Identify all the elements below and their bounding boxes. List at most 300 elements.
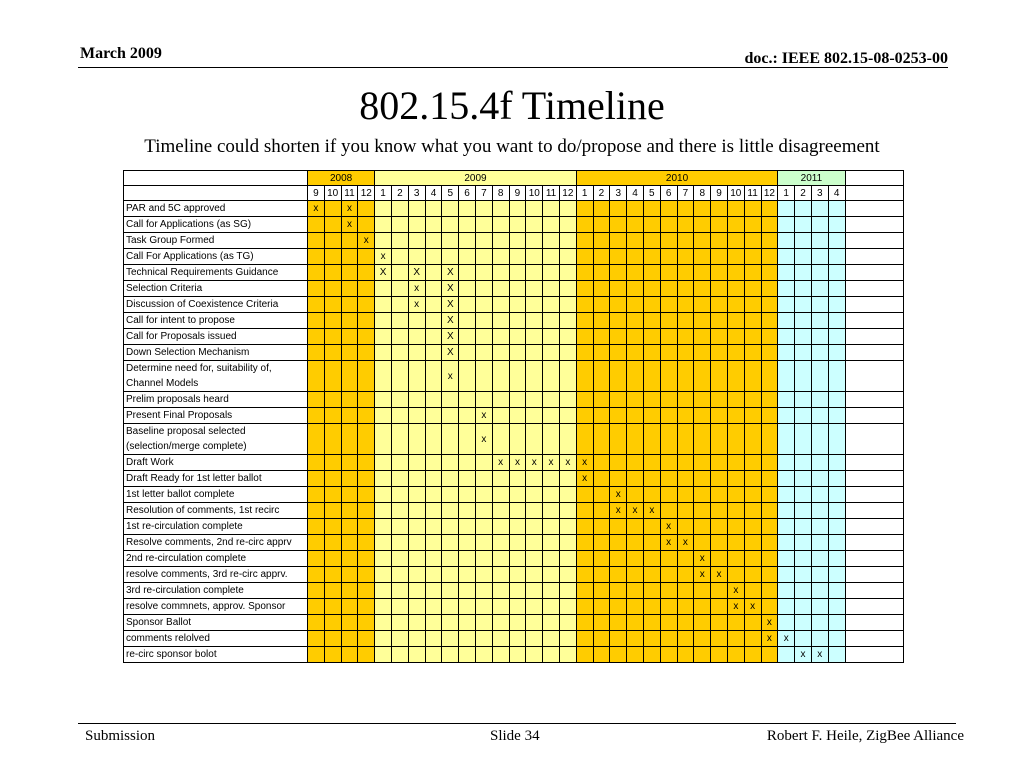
timeline-cell: [811, 551, 828, 567]
timeline-cell: [459, 535, 476, 551]
month-header: 10: [526, 186, 543, 201]
timeline-cell: [375, 631, 392, 647]
timeline-cell: [593, 345, 610, 361]
timeline-cell: [828, 583, 845, 599]
timeline-mark: x: [627, 503, 644, 519]
timeline-cell: [442, 567, 459, 583]
timeline-cell: [324, 217, 341, 233]
blank-cell: [845, 487, 903, 503]
timeline-cell: [778, 313, 795, 329]
timeline-mark: x: [811, 647, 828, 663]
timeline-cell: [795, 471, 812, 487]
timeline-cell: [643, 487, 660, 503]
timeline-cell: [643, 631, 660, 647]
blank-cell: [845, 599, 903, 615]
timeline-cell: [576, 424, 593, 455]
task-row: [124, 345, 904, 361]
timeline-cell: [627, 249, 644, 265]
task-row: [124, 615, 904, 631]
timeline-cell: [442, 583, 459, 599]
timeline-cell: [475, 551, 492, 567]
timeline-cell: [391, 265, 408, 281]
timeline-cell: [308, 297, 325, 313]
timeline-cell: [610, 615, 627, 631]
timeline-mark: x: [694, 551, 711, 567]
timeline-cell: [459, 313, 476, 329]
timeline-cell: [811, 281, 828, 297]
timeline-cell: [694, 599, 711, 615]
timeline-mark: x: [744, 599, 761, 615]
timeline-mark: X: [442, 345, 459, 361]
timeline-cell: [694, 535, 711, 551]
timeline-cell: [324, 631, 341, 647]
timeline-cell: [391, 503, 408, 519]
timeline-cell: [778, 329, 795, 345]
timeline-cell: [358, 599, 375, 615]
timeline-mark: X: [375, 265, 392, 281]
timeline-cell: [610, 599, 627, 615]
timeline-cell: [643, 345, 660, 361]
timeline-cell: [391, 455, 408, 471]
timeline-cell: [795, 519, 812, 535]
timeline-cell: [308, 503, 325, 519]
timeline-cell: [744, 535, 761, 551]
timeline-cell: [761, 281, 778, 297]
timeline-cell: [459, 615, 476, 631]
timeline-cell: [375, 535, 392, 551]
timeline-cell: [324, 567, 341, 583]
timeline-cell: [408, 503, 425, 519]
timeline-cell: [711, 647, 728, 663]
task-row: [124, 471, 904, 487]
task-name: Draft Work: [124, 455, 308, 471]
timeline-cell: [475, 599, 492, 615]
task-row: [124, 201, 904, 217]
timeline-mark: X: [442, 265, 459, 281]
timeline-cell: [660, 201, 677, 217]
timeline-cell: [543, 487, 560, 503]
timeline-cell: [543, 599, 560, 615]
timeline-mark: x: [795, 647, 812, 663]
header-doc-id: doc.: IEEE 802.15-08-0253-00: [744, 50, 948, 67]
timeline-cell: [744, 583, 761, 599]
timeline-cell: [744, 631, 761, 647]
timeline-cell: [828, 281, 845, 297]
timeline-cell: [425, 217, 442, 233]
timeline-cell: [576, 535, 593, 551]
timeline-cell: [526, 647, 543, 663]
timeline-cell: [761, 249, 778, 265]
timeline-cell: [341, 297, 358, 313]
timeline-cell: [778, 361, 795, 392]
task-name: Resolve comments, 2nd re-circ apprv: [124, 535, 308, 551]
timeline-cell: [694, 631, 711, 647]
task-row: [124, 535, 904, 551]
month-header: 9: [308, 186, 325, 201]
task-row: [124, 408, 904, 424]
task-name: resolve comments, 3rd re-circ apprv.: [124, 567, 308, 583]
timeline-cell: [341, 233, 358, 249]
timeline-cell: [425, 471, 442, 487]
timeline-cell: [593, 551, 610, 567]
timeline-cell: [408, 424, 425, 455]
timeline-cell: [391, 233, 408, 249]
timeline-cell: [308, 392, 325, 408]
timeline-cell: [811, 424, 828, 455]
timeline-cell: [358, 455, 375, 471]
timeline-cell: [475, 615, 492, 631]
task-name: PAR and 5C approved: [124, 201, 308, 217]
timeline-cell: [795, 599, 812, 615]
timeline-cell: [677, 487, 694, 503]
timeline-cell: [408, 647, 425, 663]
timeline-cell: [509, 408, 526, 424]
timeline-cell: [442, 471, 459, 487]
timeline-cell: [694, 487, 711, 503]
timeline-mark: x: [408, 281, 425, 297]
timeline-cell: [593, 503, 610, 519]
timeline-cell: [442, 217, 459, 233]
timeline-cell: [526, 392, 543, 408]
timeline-cell: [391, 519, 408, 535]
timeline-cell: [778, 392, 795, 408]
timeline-cell: [761, 647, 778, 663]
timeline-cell: [610, 519, 627, 535]
timeline-cell: [761, 424, 778, 455]
timeline-cell: [811, 455, 828, 471]
timeline-mark: X: [442, 281, 459, 297]
timeline-cell: [358, 329, 375, 345]
timeline-cell: [442, 201, 459, 217]
timeline-cell: [643, 265, 660, 281]
timeline-cell: [627, 345, 644, 361]
timeline-mark: x: [526, 455, 543, 471]
blank-cell: [845, 567, 903, 583]
timeline-cell: [828, 631, 845, 647]
month-header: 9: [711, 186, 728, 201]
timeline-cell: [308, 281, 325, 297]
timeline-cell: [778, 265, 795, 281]
task-name: Down Selection Mechanism: [124, 345, 308, 361]
timeline-cell: [643, 313, 660, 329]
blank-cell: [845, 535, 903, 551]
timeline-cell: [391, 615, 408, 631]
timeline-cell: [425, 201, 442, 217]
timeline-cell: [509, 519, 526, 535]
timeline-cell: [442, 487, 459, 503]
timeline-cell: [526, 249, 543, 265]
timeline-cell: [324, 408, 341, 424]
timeline-cell: [459, 424, 476, 455]
timeline-cell: [375, 503, 392, 519]
timeline-cell: [408, 487, 425, 503]
month-header: 1: [576, 186, 593, 201]
timeline-cell: [408, 519, 425, 535]
timeline-cell: [711, 345, 728, 361]
timeline-cell: [643, 455, 660, 471]
timeline-cell: [677, 599, 694, 615]
timeline-cell: [627, 567, 644, 583]
timeline-cell: [643, 424, 660, 455]
timeline-mark: X: [442, 297, 459, 313]
blank-cell: [845, 424, 903, 455]
timeline-cell: [509, 424, 526, 455]
timeline-cell: [543, 567, 560, 583]
timeline-cell: [308, 551, 325, 567]
month-header: 10: [324, 186, 341, 201]
timeline-cell: [610, 217, 627, 233]
month-header: 12: [358, 186, 375, 201]
timeline-cell: [492, 551, 509, 567]
timeline-cell: [761, 361, 778, 392]
timeline-cell: [660, 313, 677, 329]
timeline-cell: [459, 519, 476, 535]
timeline-cell: [509, 297, 526, 313]
timeline-cell: [375, 519, 392, 535]
timeline-cell: [324, 329, 341, 345]
timeline-cell: [677, 503, 694, 519]
corner-cell: [124, 186, 308, 201]
timeline-cell: [341, 329, 358, 345]
timeline-cell: [459, 281, 476, 297]
timeline-cell: [828, 233, 845, 249]
timeline-cell: [459, 217, 476, 233]
timeline-cell: [375, 201, 392, 217]
timeline-cell: [509, 551, 526, 567]
timeline-cell: [509, 647, 526, 663]
timeline-mark: x: [358, 233, 375, 249]
timeline-cell: [811, 345, 828, 361]
timeline-cell: [610, 361, 627, 392]
timeline-cell: [425, 249, 442, 265]
timeline-cell: [744, 297, 761, 313]
timeline-cell: [375, 345, 392, 361]
timeline-cell: [593, 471, 610, 487]
timeline-cell: [341, 408, 358, 424]
timeline-cell: [694, 408, 711, 424]
blank-cell: [845, 313, 903, 329]
timeline-mark: x: [677, 535, 694, 551]
timeline-cell: [492, 583, 509, 599]
timeline-cell: [761, 535, 778, 551]
timeline-cell: [358, 631, 375, 647]
task-row: [124, 631, 904, 647]
timeline-cell: [643, 535, 660, 551]
timeline-cell: [660, 233, 677, 249]
timeline-mark: x: [660, 519, 677, 535]
timeline-cell: [610, 345, 627, 361]
timeline-cell: [391, 313, 408, 329]
timeline-cell: [727, 281, 744, 297]
timeline-cell: [761, 408, 778, 424]
blank-cell: [845, 471, 903, 487]
timeline-cell: [593, 408, 610, 424]
timeline-cell: [828, 567, 845, 583]
timeline-cell: [828, 217, 845, 233]
task-row: [124, 329, 904, 345]
timeline-cell: [324, 233, 341, 249]
timeline-cell: [627, 233, 644, 249]
timeline-cell: [744, 265, 761, 281]
timeline-cell: [795, 424, 812, 455]
timeline-mark: x: [341, 201, 358, 217]
timeline-cell: [459, 233, 476, 249]
timeline-cell: [795, 233, 812, 249]
blank-cell: [845, 519, 903, 535]
timeline-cell: [593, 249, 610, 265]
timeline-cell: [391, 297, 408, 313]
timeline-cell: [627, 455, 644, 471]
timeline-cell: [459, 392, 476, 408]
timeline-cell: [358, 583, 375, 599]
timeline-mark: x: [492, 455, 509, 471]
timeline-cell: [711, 281, 728, 297]
timeline-cell: [593, 313, 610, 329]
timeline-cell: [660, 361, 677, 392]
timeline-cell: [324, 392, 341, 408]
timeline-cell: [308, 631, 325, 647]
timeline-cell: [308, 345, 325, 361]
corner-cell: [124, 171, 308, 186]
timeline-cell: [459, 631, 476, 647]
timeline-cell: [526, 487, 543, 503]
timeline-cell: [727, 345, 744, 361]
timeline-cell: [526, 535, 543, 551]
timeline-cell: [660, 583, 677, 599]
blank-cell: [845, 392, 903, 408]
timeline-cell: [475, 392, 492, 408]
timeline-cell: [711, 408, 728, 424]
timeline-cell: [358, 313, 375, 329]
month-header: 2: [593, 186, 610, 201]
timeline-cell: [475, 201, 492, 217]
timeline-cell: [576, 615, 593, 631]
timeline-cell: [694, 424, 711, 455]
blank-cell: [845, 583, 903, 599]
timeline-cell: [375, 361, 392, 392]
timeline-cell: [442, 535, 459, 551]
timeline-cell: [677, 329, 694, 345]
timeline-cell: [375, 329, 392, 345]
month-header: 8: [694, 186, 711, 201]
timeline-cell: [341, 487, 358, 503]
timeline-cell: [711, 313, 728, 329]
timeline-cell: [744, 551, 761, 567]
timeline-cell: [744, 345, 761, 361]
timeline-cell: [593, 535, 610, 551]
timeline-cell: [593, 487, 610, 503]
timeline-cell: [509, 201, 526, 217]
timeline-cell: [795, 392, 812, 408]
timeline-cell: [660, 424, 677, 455]
blank-cell: [845, 186, 903, 201]
timeline-cell: [627, 201, 644, 217]
timeline-cell: [660, 631, 677, 647]
timeline-cell: [761, 201, 778, 217]
timeline-cell: [509, 281, 526, 297]
timeline-cell: [425, 615, 442, 631]
timeline-mark: x: [576, 471, 593, 487]
timeline-cell: [744, 424, 761, 455]
timeline-cell: [576, 329, 593, 345]
timeline-cell: [627, 551, 644, 567]
timeline-cell: [375, 487, 392, 503]
timeline-cell: [660, 265, 677, 281]
timeline-cell: [744, 361, 761, 392]
timeline-cell: [442, 249, 459, 265]
timeline-cell: [795, 583, 812, 599]
timeline-cell: [324, 551, 341, 567]
blank-cell: [845, 297, 903, 313]
timeline-cell: [375, 471, 392, 487]
timeline-cell: [778, 471, 795, 487]
timeline-mark: X: [442, 329, 459, 345]
timeline-cell: [694, 233, 711, 249]
timeline-cell: [459, 471, 476, 487]
timeline-cell: [492, 313, 509, 329]
timeline-cell: [643, 249, 660, 265]
timeline-cell: [543, 233, 560, 249]
timeline-cell: [492, 631, 509, 647]
timeline-cell: [593, 519, 610, 535]
timeline-cell: [761, 392, 778, 408]
timeline-cell: [341, 631, 358, 647]
timeline-cell: [761, 519, 778, 535]
timeline-cell: [761, 487, 778, 503]
blank-cell: [845, 503, 903, 519]
timeline-cell: [778, 424, 795, 455]
timeline-cell: [761, 345, 778, 361]
footer-slide-number: Slide 34: [490, 728, 540, 744]
timeline-cell: [811, 313, 828, 329]
timeline-cell: [811, 535, 828, 551]
timeline-cell: [711, 201, 728, 217]
timeline-cell: [711, 233, 728, 249]
task-name: comments relolved: [124, 631, 308, 647]
task-row: [124, 249, 904, 265]
timeline-cell: [795, 297, 812, 313]
timeline-cell: [811, 392, 828, 408]
timeline-cell: [761, 217, 778, 233]
timeline-cell: [828, 313, 845, 329]
year-header-row: [124, 171, 904, 186]
timeline-cell: [358, 217, 375, 233]
timeline-cell: [543, 424, 560, 455]
timeline-cell: [391, 551, 408, 567]
timeline-cell: [543, 519, 560, 535]
timeline-cell: [744, 519, 761, 535]
timeline-cell: [308, 361, 325, 392]
timeline-cell: [408, 615, 425, 631]
timeline-cell: [778, 551, 795, 567]
timeline-cell: [660, 249, 677, 265]
timeline-cell: [308, 519, 325, 535]
timeline-cell: [341, 583, 358, 599]
timeline-cell: [610, 233, 627, 249]
task-row: [124, 313, 904, 329]
timeline-cell: [341, 599, 358, 615]
timeline-cell: [727, 233, 744, 249]
timeline-cell: [408, 583, 425, 599]
timeline-cell: [593, 567, 610, 583]
timeline-cell: [492, 201, 509, 217]
timeline-cell: [677, 297, 694, 313]
timeline-cell: [811, 249, 828, 265]
timeline-cell: [694, 503, 711, 519]
timeline-cell: [795, 535, 812, 551]
task-row: [124, 551, 904, 567]
timeline-cell: [610, 329, 627, 345]
